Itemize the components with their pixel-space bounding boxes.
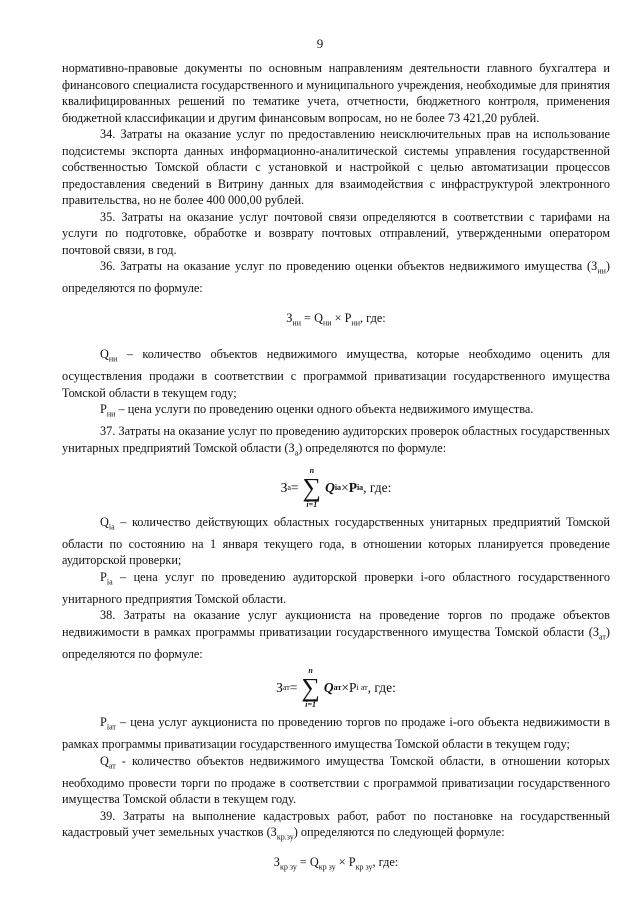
paragraph-36: 36. Затраты на оказание услуг по проведению оценки объектов недвижимого имущества $(З_{ни})$ определяются по формуле: bbox=[62, 259, 610, 295]
sum-operator: n ∑ i=1 bbox=[302, 465, 322, 509]
formula-39: $З_{кр зу} = Q_{кр зу} \times Р_{кр зу}$, где: bbox=[273, 854, 399, 872]
paragraph-39: 39. Затраты на выполнение кадастровых работ, работ по постановке на государственный кадастровый учет земельных участков $(З_{кр.зу})$ определяются по следующей формуле: bbox=[62, 808, 610, 842]
document-body bbox=[62, 60, 610, 884]
definition-p-ni: $Р_{ни}$ – цена услуги по проведению оценки одного объекта недвижимого имущества. bbox=[100, 402, 534, 419]
definition-q-ia: $Q_{iа}$ – количество действующих областных государственных унитарных предприятий Томской области по состоянию на 1 января текущего года, в отношении которых планируется проведение аудиторской проверки; bbox=[62, 514, 610, 568]
definition-q-at: $Q_{ат}$ - количество объектов недвижимого имущества Томской области, в отношении которых необходимо провести торги по продаже в соответствии с программой приватизации государственного имущества Томской области в текущем году. bbox=[62, 753, 610, 807]
paragraph-33-continued: нормативно-правовые документы по основным направлениям деятельности главного бухгалтера и финансового специалиста государственного и муниципального учреждения, необходимые для принятия квалифицированных решений по тематике учета, отчетности, бюджетного контроля, применения бюджетной классификации и другим финансовым вопросам, но не более 73 421,20 рублей. bbox=[62, 61, 610, 125]
page-number: 9 bbox=[316, 36, 324, 51]
paragraph-34: 34. Затраты на оказание услуг по предоставлению неисключительных прав на использование подсистемы экспорта данных информационно-аналитической системы управления государственной собственностью Томской области с установкой и настройкой с целью автоматизации процессов предоставления сведений в Витрину данных для взаимодействия с инфраструктурой электронного правительства, но не более 400 000,00 рублей. bbox=[62, 127, 610, 207]
formula-38: З ат = n ∑ i=1 Q ат × Р i ат , где: bbox=[276, 666, 396, 710]
definition-p-ia: $Р_{iа}$ – цена услуг по проведению аудиторской проверки i-ого областного государственного унитарного предприятия Томской области. bbox=[62, 569, 610, 606]
formula-36: $З_{ни} = Q_{ни} \times Р_{ни}$, где: bbox=[286, 311, 386, 328]
formula-37: З а = n ∑ i=1 Q iа × P iа , где: bbox=[280, 465, 392, 509]
definition-p-iat: $Р_{iат}$ – цена услуг аукциониста по проведению торгов по продаже i-ого объекта недвижимости в рамках программы приватизации государственного имущества Томской области в текущем году; bbox=[62, 715, 610, 752]
paragraph-37: 37. Затраты на оказание услуг по проведению аудиторских проверок областных государственных унитарных предприятий Томской области $(З_а)$ определяются по формуле: bbox=[62, 424, 610, 458]
definition-q-ni: $Q_{ни}$ – количество объектов недвижимого имущества, которые необходимо оценить для осуществления продажи в соответствии с программой приватизации государственного имущества Томской области в текущем году; bbox=[62, 347, 610, 400]
sum-operator: n ∑ i=1 bbox=[301, 666, 320, 710]
paragraph-38: 38. Затраты на оказание услуг аукциониста на проведение торгов по продаже объектов недвижимости в рамках программы приватизации государственного имущества Томской области $(З_{ат})$ определяются по формуле: bbox=[62, 608, 610, 661]
paragraph-35: 35. Затраты на оказание услуг почтовой связи определяются в соответствии с тарифами на услуги по подготовке, обработке и возврату почтовых отправлений, утвержденными оператором почтовой связи, в год. bbox=[62, 209, 610, 257]
